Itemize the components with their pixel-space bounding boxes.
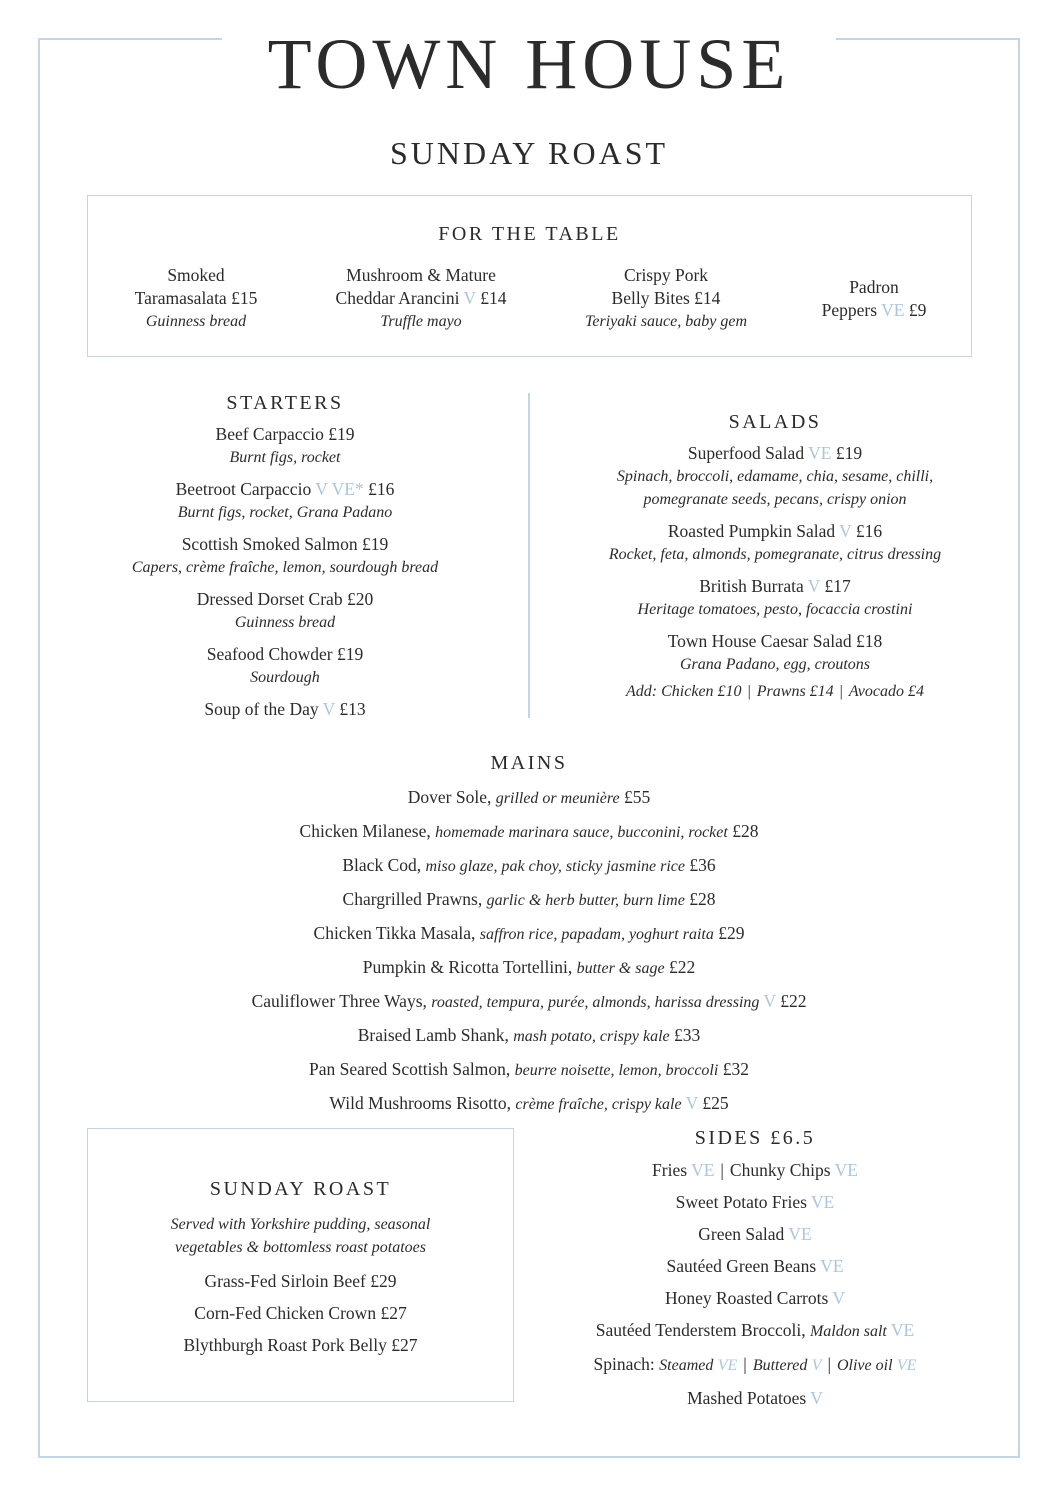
side-name: Sautéed Tenderstem Broccoli,: [595, 1320, 806, 1340]
diet-marker: VE: [808, 443, 832, 463]
item-name-part: Superfood Salad: [687, 443, 805, 463]
sunday-roast-intro: vegetables & bottomless roast potatoes: [175, 1239, 426, 1256]
item-price: £13: [339, 699, 366, 719]
item-price: £16: [855, 521, 883, 541]
item-name: Chargrilled Prawns,: [342, 889, 483, 909]
sides-heading: SIDES £6.5: [694, 1127, 816, 1149]
item-desc: crème fraîche, crispy kale: [515, 1096, 682, 1113]
diet-marker: V: [811, 1357, 822, 1374]
item-name: Padron: [849, 277, 899, 297]
diet-marker: V: [839, 521, 852, 541]
item-desc: Sourdough: [250, 669, 320, 686]
sunday-roast-intro: Served with Yorkshire pudding, seasonal: [170, 1216, 431, 1233]
item-desc: Capers, crème fraîche, lemon, sourdough bread: [131, 559, 439, 576]
main-item: [60, 1053, 998, 1087]
item-price: £33: [674, 1025, 701, 1045]
side-desc: Steamed: [659, 1357, 714, 1374]
item-name: Town House Caesar Salad £18: [667, 631, 883, 651]
diet-marker: V: [322, 699, 335, 719]
item-price: £32: [722, 1059, 749, 1079]
item-name: Smoked: [167, 265, 225, 285]
side-item: [545, 1314, 965, 1348]
item-name: Chicken Tikka Masala,: [313, 923, 476, 943]
item-desc: Teriyaki sauce, baby gem: [584, 313, 748, 330]
side-desc: Buttered: [752, 1357, 808, 1374]
item-price: £17: [824, 576, 851, 596]
item-desc: roasted, tempura, purée, almonds, harissa dressing: [431, 994, 760, 1011]
item-name-part: Peppers: [821, 300, 878, 320]
item-name: Scottish Smoked Salmon £19: [181, 534, 389, 554]
column-divider: [528, 393, 530, 718]
main-item: [60, 815, 998, 849]
diet-marker: VE: [717, 1357, 738, 1374]
starter-item: [90, 588, 480, 634]
item-name: Black Cod,: [342, 855, 422, 875]
diet-marker: VE: [896, 1357, 917, 1374]
item-desc: Burnt figs, rocket, Grana Padano: [177, 504, 393, 521]
item-name: Seafood Chowder £19: [206, 644, 364, 664]
diet-marker: V: [685, 1093, 698, 1113]
add-on-avocado: Avocado £4: [848, 683, 924, 700]
roast-item: Blythburgh Roast Pork Belly £27: [183, 1335, 418, 1355]
item-desc: mash potato, crispy kale: [513, 1028, 670, 1045]
item-desc: Guinness bread: [234, 614, 336, 631]
side-name: Fries: [652, 1160, 688, 1180]
item-name: [794, 299, 954, 322]
item-name-part: Beetroot Carpaccio: [175, 479, 312, 499]
item-name: [90, 698, 480, 721]
item-name: [560, 442, 990, 465]
item-name: Wild Mushrooms Risotto,: [329, 1093, 512, 1113]
salad-item: [560, 520, 990, 566]
side-item: [545, 1382, 965, 1414]
item-name: Crispy Pork: [623, 265, 709, 285]
starter-item: [90, 698, 480, 721]
side-item: [545, 1218, 965, 1250]
item-desc: grilled or meunière: [495, 790, 620, 807]
mains-heading: MAINS: [490, 752, 568, 774]
item-name: [560, 575, 990, 598]
item-desc: Guinness bread: [145, 313, 247, 330]
for-the-table-box: [87, 195, 972, 357]
item-name: Chicken Milanese,: [299, 821, 431, 841]
main-item: [60, 985, 998, 1019]
salad-item: [560, 630, 990, 676]
item-price: £28: [689, 889, 716, 909]
side-item: [545, 1154, 965, 1186]
salads-section: [560, 410, 990, 703]
mains-section: [60, 751, 998, 1121]
separator: |: [743, 1354, 747, 1374]
main-item: [60, 1019, 998, 1053]
item-desc: Truffle mayo: [380, 313, 462, 330]
item-price: £22: [780, 991, 807, 1011]
main-item: [60, 917, 998, 951]
item-name: Mushroom & Mature: [346, 265, 496, 285]
sunday-roast-content: [88, 1213, 513, 1361]
side-item: [545, 1186, 965, 1218]
table-item-taramasalata: [106, 264, 286, 333]
side-name: Honey Roasted Carrots: [664, 1288, 829, 1308]
item-price: £28: [732, 821, 759, 841]
salad-add-ons: [560, 680, 990, 703]
starter-item: [90, 423, 480, 469]
side-item: [545, 1250, 965, 1282]
item-name: Belly Bites £14: [611, 288, 721, 308]
item-price: £9: [908, 300, 927, 320]
item-name: Beef Carpaccio £19: [215, 424, 355, 444]
diet-marker: V: [832, 1288, 845, 1308]
item-name-part: Roasted Pumpkin Salad: [667, 521, 836, 541]
table-item-padron: [794, 276, 954, 322]
sunday-roast-box: [87, 1128, 514, 1402]
starter-item: [90, 478, 480, 524]
table-item-arancini: [306, 264, 536, 333]
salad-item: [560, 575, 990, 621]
starter-item: [90, 533, 480, 579]
for-the-table-heading: FOR THE TABLE: [438, 223, 621, 245]
diet-marker: V VE*: [315, 479, 364, 499]
main-item: [60, 781, 998, 815]
sides-section: [545, 1126, 965, 1414]
item-name: [306, 287, 536, 310]
item-name: Dressed Dorset Crab £20: [196, 589, 374, 609]
starters-heading: STARTERS: [226, 392, 344, 414]
item-name: Pan Seared Scottish Salmon,: [309, 1059, 511, 1079]
add-on-prawns: Prawns £14: [756, 683, 834, 700]
side-name: Chunky Chips: [729, 1160, 831, 1180]
sunday-roast-heading: SUNDAY ROAST: [209, 1178, 392, 1200]
item-desc: garlic & herb butter, burn lime: [486, 892, 685, 909]
diet-marker: VE: [881, 300, 905, 320]
item-name: Pumpkin & Ricotta Tortellini,: [362, 957, 573, 977]
item-price: £25: [702, 1093, 729, 1113]
main-item: [60, 1087, 998, 1121]
diet-marker: VE: [691, 1160, 715, 1180]
side-item: [545, 1282, 965, 1314]
item-price: £22: [668, 957, 696, 977]
item-name-part: Cheddar Arancini: [335, 288, 460, 308]
item-name: [90, 478, 480, 501]
item-desc: beurre noisette, lemon, broccoli: [514, 1062, 719, 1079]
item-desc: Spinach, broccoli, edamame, chia, sesame, chilli,: [616, 468, 934, 485]
separator: |: [839, 683, 843, 700]
table-item-pork-belly: [556, 264, 776, 333]
diet-marker: VE: [890, 1320, 915, 1340]
item-desc: miso glaze, pak choy, sticky jasmine rice: [425, 858, 685, 875]
item-name: Taramasalata £15: [134, 288, 258, 308]
item-price: £14: [480, 288, 507, 308]
salads-heading: SALADS: [728, 411, 822, 433]
diet-marker: V: [807, 576, 821, 596]
item-price: £36: [689, 855, 716, 875]
brand-title: TOWN HOUSE: [267, 24, 791, 104]
item-desc: pomegranate seeds, pecans, crispy onion: [643, 491, 907, 508]
separator: |: [827, 1354, 831, 1374]
main-item: [60, 849, 998, 883]
diet-marker: VE: [788, 1224, 812, 1244]
item-price: £19: [835, 443, 863, 463]
roast-item: Corn-Fed Chicken Crown £27: [194, 1303, 407, 1323]
starters-section: [90, 391, 480, 730]
main-item: [60, 951, 998, 985]
diet-marker: V: [463, 288, 476, 308]
diet-marker: VE: [810, 1192, 835, 1212]
side-desc: Olive oil: [836, 1357, 893, 1374]
side-name: Sautéed Green Beans: [666, 1256, 817, 1276]
salad-item: [560, 442, 990, 511]
side-desc: Maldon salt: [809, 1323, 887, 1340]
add-on-chicken: Add: Chicken £10: [626, 683, 742, 700]
item-name: Braised Lamb Shank,: [357, 1025, 509, 1045]
diet-marker: VE: [820, 1256, 844, 1276]
side-name: Sweet Potato Fries: [675, 1192, 807, 1212]
diet-marker: VE: [834, 1160, 858, 1180]
roast-item: Grass-Fed Sirloin Beef £29: [204, 1271, 397, 1291]
item-desc: Heritage tomatoes, pesto, focaccia crostini: [637, 601, 913, 618]
menu-subtitle: SUNDAY ROAST: [389, 135, 669, 171]
side-name: Mashed Potatoes: [687, 1388, 807, 1408]
item-desc: Rocket, feta, almonds, pomegranate, citrus dressing: [608, 546, 942, 563]
diet-marker: V: [810, 1388, 823, 1408]
item-price: £16: [368, 479, 395, 499]
item-name: Dover Sole,: [407, 787, 492, 807]
separator: |: [747, 683, 751, 700]
item-name: Cauliflower Three Ways,: [251, 991, 427, 1011]
item-name-part: Soup of the Day: [204, 699, 319, 719]
side-item: [545, 1348, 965, 1382]
item-desc: saffron rice, papadam, yoghurt raita: [479, 926, 714, 943]
item-price: £55: [623, 787, 651, 807]
separator: |: [720, 1160, 724, 1180]
side-name: Green Salad: [698, 1224, 785, 1244]
main-item: [60, 883, 998, 917]
item-name: [560, 520, 990, 543]
side-name: Spinach:: [593, 1354, 655, 1374]
item-desc: Grana Padano, egg, croutons: [679, 656, 871, 673]
starter-item: [90, 643, 480, 689]
item-price: £29: [718, 923, 745, 943]
item-desc: butter & sage: [576, 960, 665, 977]
diet-marker: V: [763, 991, 776, 1011]
item-name-part: British Burrata: [699, 576, 804, 596]
item-desc: homemade marinara sauce, bucconini, rocket: [435, 824, 728, 841]
item-desc: Burnt figs, rocket: [229, 449, 341, 466]
